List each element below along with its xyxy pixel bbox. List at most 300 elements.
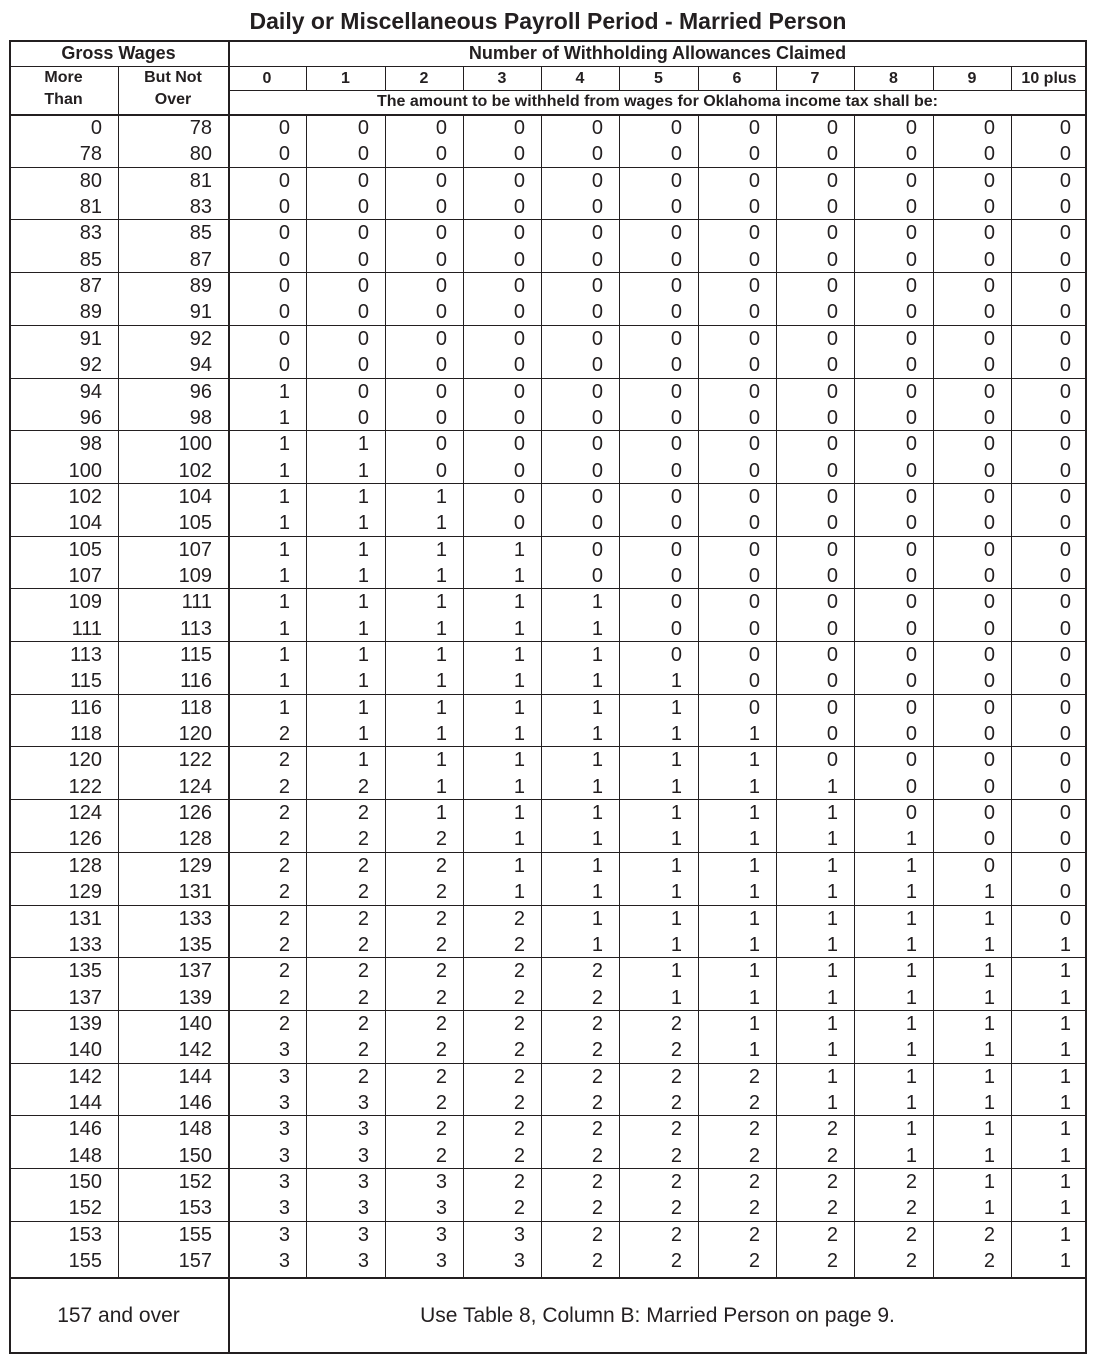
withholding-amount-cell: 1: [591, 723, 603, 746]
withholding-amount-cell: 0: [905, 143, 917, 166]
withholding-amount-cell: 2: [670, 1012, 682, 1035]
withholding-amount-cell: 1: [748, 881, 760, 904]
withholding-amount-cell: 2: [357, 775, 369, 798]
withholding-amount-cell: 1: [513, 591, 525, 614]
withholding-amount-cell: 1: [826, 881, 838, 904]
withholding-amount-cell: 1: [983, 1039, 995, 1062]
withholding-amount-cell: 0: [591, 301, 603, 324]
but-not-over-cell: 128: [178, 828, 212, 851]
withholding-amount-cell: 2: [513, 907, 525, 930]
withholding-amount-cell: 0: [826, 564, 838, 587]
withholding-amount-cell: 2: [591, 1250, 603, 1273]
withholding-amount-cell: 2: [435, 1091, 447, 1114]
withholding-amount-cell: 1: [278, 512, 290, 535]
withholding-amount-cell: 3: [278, 1039, 290, 1062]
but-not-over-cell: 124: [178, 775, 212, 798]
more-than-cell: 92: [79, 354, 102, 377]
withholding-amount-cell: 0: [983, 248, 995, 271]
withholding-amount-cell: 0: [826, 275, 838, 298]
withholding-amount-cell: 0: [435, 433, 447, 456]
withholding-amount-cell: 2: [357, 1012, 369, 1035]
withholding-amount-cell: 1: [435, 538, 447, 561]
withholding-amount-cell: 0: [1059, 854, 1071, 877]
withholding-amount-cell: 1: [513, 617, 525, 640]
withholding-amount-cell: 0: [748, 696, 760, 719]
withholding-amount-cell: 2: [591, 1223, 603, 1246]
more-than-cell: 153: [68, 1223, 102, 1246]
withholding-amount-cell: 0: [826, 644, 838, 666]
withholding-amount-cell: 0: [591, 433, 603, 456]
withholding-amount-cell: 1: [435, 617, 447, 640]
withholding-amount-cell: 0: [1059, 380, 1071, 403]
withholding-amount-cell: 3: [435, 1171, 447, 1193]
more-than-cell: 118: [70, 723, 102, 746]
withholding-amount-cell: 0: [905, 512, 917, 535]
withholding-amount-cell: 1: [748, 933, 760, 956]
withholding-amount-cell: 1: [748, 749, 760, 772]
withholding-amount-cell: 1: [670, 986, 682, 1009]
withholding-amount-cell: 0: [670, 564, 682, 587]
withholding-amount-cell: 0: [1059, 169, 1071, 192]
more-than-cell: 89: [79, 301, 102, 324]
withholding-amount-cell: 0: [826, 117, 838, 139]
withholding-amount-cell: 2: [826, 1223, 838, 1246]
more-than-cell: 146: [68, 1118, 102, 1141]
withholding-amount-cell: 0: [591, 327, 603, 350]
withholding-amount-cell: 1: [357, 459, 369, 482]
withholding-amount-cell: 2: [357, 986, 369, 1009]
withholding-amount-cell: 0: [670, 459, 682, 482]
withholding-amount-cell: 0: [670, 617, 682, 640]
withholding-amount-cell: 2: [591, 1065, 603, 1088]
withholding-amount-cell: 0: [670, 169, 682, 192]
withholding-amount-cell: 2: [591, 960, 603, 983]
withholding-amount-cell: 0: [826, 354, 838, 377]
but-not-over-cell: 85: [189, 222, 212, 245]
allowance-column-header: 8: [889, 70, 898, 87]
withholding-amount-cell: 1: [905, 1091, 917, 1114]
withholding-amount-cell: 0: [1059, 881, 1071, 904]
withholding-amount-cell: 2: [826, 1144, 838, 1167]
withholding-amount-cell: 0: [591, 196, 603, 219]
but-not-over-cell: 148: [178, 1118, 212, 1141]
withholding-amount-cell: 1: [513, 670, 525, 693]
withholding-amount-cell: 1: [670, 854, 682, 877]
withholding-amount-cell: 1: [435, 775, 447, 798]
withholding-amount-cell: 0: [748, 591, 760, 614]
withholding-amount-cell: 0: [513, 117, 525, 139]
withholding-amount-cell: 1: [905, 986, 917, 1009]
withholding-amount-cell: 2: [826, 1171, 838, 1193]
withholding-amount-cell: 1: [905, 907, 917, 930]
withholding-amount-cell: 0: [357, 354, 369, 377]
more-than-cell: 107: [68, 564, 102, 587]
withholding-amount-cell: 0: [826, 459, 838, 482]
withholding-amount-cell: 0: [983, 380, 995, 403]
withholding-amount-cell: 0: [357, 169, 369, 192]
withholding-amount-cell: 0: [748, 248, 760, 271]
withholding-amount-cell: 2: [591, 986, 603, 1009]
withholding-amount-cell: 0: [748, 538, 760, 561]
withholding-amount-cell: 2: [748, 1250, 760, 1273]
withholding-amount-cell: 1: [357, 723, 369, 746]
withholding-amount-cell: 0: [1059, 512, 1071, 535]
withholding-amount-cell: 0: [905, 117, 917, 139]
withholding-amount-cell: 1: [905, 1039, 917, 1062]
withholding-amount-cell: 3: [357, 1171, 369, 1193]
withholding-amount-cell: 2: [513, 1118, 525, 1141]
withholding-amount-cell: 1: [357, 512, 369, 535]
withholding-amount-cell: 0: [670, 354, 682, 377]
withholding-amount-cell: 0: [905, 169, 917, 192]
more-than-cell: 129: [68, 881, 102, 904]
withholding-amount-cell: 0: [435, 459, 447, 482]
withholding-amount-cell: 2: [357, 960, 369, 983]
withholding-amount-cell: 2: [278, 802, 290, 825]
withholding-amount-cell: 2: [905, 1223, 917, 1246]
withholding-amount-cell: 0: [591, 380, 603, 403]
allowance-column-header: 1: [341, 70, 350, 87]
withholding-amount-cell: 0: [278, 275, 290, 298]
withholding-amount-cell: 0: [591, 354, 603, 377]
allowance-column-header: 5: [654, 70, 663, 87]
withholding-amount-cell: 0: [1059, 433, 1071, 456]
withholding-amount-cell: 1: [278, 485, 290, 508]
withholding-amount-cell: 2: [826, 1197, 838, 1220]
withholding-amount-cell: 2: [513, 1091, 525, 1114]
withholding-amount-cell: 1: [513, 644, 525, 666]
withholding-amount-cell: 0: [983, 696, 995, 719]
withholding-amount-cell: 1: [905, 854, 917, 877]
withholding-amount-cell: 0: [748, 564, 760, 587]
withholding-amount-cell: 0: [357, 380, 369, 403]
withholding-amount-cell: 2: [278, 749, 290, 772]
withholding-amount-cell: 0: [983, 143, 995, 166]
withholding-amount-cell: 1: [357, 538, 369, 561]
but-not-over-cell: 133: [178, 907, 212, 930]
withholding-amount-cell: 0: [435, 301, 447, 324]
but-not-over-cell: 126: [178, 802, 212, 825]
but-not-over-cell: 89: [189, 275, 212, 298]
withholding-amount-cell: 1: [357, 749, 369, 772]
withholding-amount-cell: 1: [748, 723, 760, 746]
withholding-amount-cell: 0: [670, 301, 682, 324]
withholding-amount-cell: 0: [513, 485, 525, 508]
withholding-amount-cell: 0: [513, 169, 525, 192]
withholding-amount-cell: 1: [278, 564, 290, 587]
more-than-cell: 81: [79, 196, 102, 219]
but-not-over-cell: 122: [178, 749, 212, 772]
withholding-amount-cell: 0: [983, 327, 995, 350]
withholding-amount-cell: 0: [1059, 485, 1071, 508]
withholding-amount-cell: 0: [983, 749, 995, 772]
withholding-amount-cell: 1: [591, 881, 603, 904]
withholding-amount-cell: 3: [278, 1197, 290, 1220]
withholding-amount-cell: 0: [670, 591, 682, 614]
withholding-amount-cell: 1: [278, 644, 290, 666]
withholding-amount-cell: 1: [826, 775, 838, 798]
withholding-amount-cell: 2: [513, 960, 525, 983]
withholding-amount-cell: 2: [357, 1039, 369, 1062]
withholding-amount-cell: 2: [435, 986, 447, 1009]
withholding-amount-cell: 0: [1059, 617, 1071, 640]
withholding-amount-cell: 0: [905, 644, 917, 666]
withholding-amount-cell: 0: [748, 196, 760, 219]
but-not-over-cell: 118: [180, 696, 212, 719]
withholding-amount-cell: 0: [905, 196, 917, 219]
withholding-amount-cell: 3: [278, 1118, 290, 1141]
but-not-over-cell: 98: [189, 406, 212, 429]
more-than-cell: 96: [79, 406, 102, 429]
withholding-amount-cell: 0: [826, 406, 838, 429]
withholding-amount-cell: 2: [435, 854, 447, 877]
but-not-over-cell: 116: [180, 670, 212, 693]
withholding-amount-cell: 2: [278, 960, 290, 983]
more-than-cell: 140: [68, 1039, 102, 1062]
withholding-amount-cell: 1: [357, 564, 369, 587]
withholding-amount-cell: 0: [1059, 775, 1071, 798]
withholding-amount-cell: 0: [670, 143, 682, 166]
withholding-amount-cell: 0: [513, 380, 525, 403]
withholding-amount-cell: 0: [905, 459, 917, 482]
withholding-amount-cell: 2: [905, 1250, 917, 1273]
withholding-amount-cell: 0: [905, 406, 917, 429]
withholding-amount-cell: 2: [435, 828, 447, 851]
but-not-over-cell: 92: [189, 327, 212, 350]
withholding-amount-cell: 0: [278, 248, 290, 271]
withholding-amount-cell: 0: [826, 696, 838, 719]
withholding-amount-cell: 2: [357, 828, 369, 851]
withholding-amount-cell: 1: [357, 617, 369, 640]
withholding-amount-cell: 0: [513, 512, 525, 535]
withholding-amount-cell: 0: [435, 406, 447, 429]
withholding-amount-cell: 0: [591, 485, 603, 508]
grid-line: [228, 90, 1087, 91]
withholding-amount-cell: 0: [435, 169, 447, 192]
withholding-amount-cell: 1: [1059, 1250, 1071, 1273]
withholding-amount-cell: 1: [513, 775, 525, 798]
withholding-amount-cell: 3: [278, 1250, 290, 1273]
withholding-amount-cell: 0: [826, 591, 838, 614]
withholding-amount-cell: 1: [513, 564, 525, 587]
withholding-amount-cell: 2: [435, 1118, 447, 1141]
allowance-column-header: 7: [810, 70, 820, 87]
withholding-amount-cell: 0: [357, 301, 369, 324]
more-than-cell: 137: [68, 986, 102, 1009]
withholding-amount-cell: 1: [983, 1012, 995, 1035]
withholding-amount-cell: 0: [748, 275, 760, 298]
withholding-amount-cell: 0: [513, 406, 525, 429]
withholding-amount-cell: 2: [670, 1223, 682, 1246]
withholding-amount-cell: 1: [1059, 960, 1071, 983]
withholding-amount-cell: 0: [983, 485, 995, 508]
withholding-amount-cell: 0: [435, 275, 447, 298]
withholding-amount-cell: 0: [670, 512, 682, 535]
withholding-amount-cell: 0: [826, 301, 838, 324]
withholding-amount-cell: 1: [826, 933, 838, 956]
withholding-amount-cell: 1: [748, 802, 760, 825]
allowance-column-header: 6: [732, 70, 742, 87]
withholding-amount-cell: 0: [513, 433, 525, 456]
withholding-amount-cell: 0: [670, 117, 682, 139]
more-than-cell: 0: [90, 117, 102, 139]
withholding-amount-cell: 2: [278, 1012, 290, 1035]
withholding-amount-cell: 2: [748, 1144, 760, 1167]
withholding-amount-cell: 0: [748, 327, 760, 350]
withholding-amount-cell: 2: [435, 1039, 447, 1062]
withholding-amount-cell: 1: [591, 670, 603, 693]
withholding-amount-cell: 3: [435, 1250, 447, 1273]
withholding-amount-cell: 1: [278, 459, 290, 482]
withholding-amount-cell: 0: [748, 222, 760, 245]
withholding-amount-cell: 0: [670, 433, 682, 456]
withholding-amount-cell: 0: [591, 564, 603, 587]
but-not-over-header: Over: [154, 91, 192, 108]
withholding-amount-cell: 0: [905, 538, 917, 561]
withholding-amount-cell: 2: [278, 907, 290, 930]
more-than-cell: 115: [70, 670, 102, 693]
withholding-amount-cell: 0: [748, 301, 760, 324]
withholding-amount-cell: 0: [748, 433, 760, 456]
allowance-column-header: 10 plus: [1021, 70, 1077, 87]
allowance-column-header: 3: [497, 70, 507, 87]
but-not-over-header: But Not: [144, 69, 202, 86]
more-than-cell: 155: [68, 1250, 102, 1273]
withholding-amount-cell: 1: [357, 644, 369, 666]
withholding-amount-cell: 3: [357, 1144, 369, 1167]
but-not-over-cell: 142: [178, 1039, 212, 1062]
withholding-amount-cell: 3: [435, 1197, 447, 1220]
withholding-amount-cell: 0: [357, 222, 369, 245]
withholding-amount-cell: 0: [278, 301, 290, 324]
withholding-amount-cell: 1: [826, 1091, 838, 1114]
withholding-amount-cell: 0: [826, 538, 838, 561]
withholding-amount-cell: 1: [905, 828, 917, 851]
withholding-amount-cell: 1: [278, 696, 290, 719]
withholding-amount-cell: 0: [905, 749, 917, 772]
withholding-amount-cell: 0: [826, 143, 838, 166]
withholding-amount-cell: 0: [513, 222, 525, 245]
withholding-amount-cell: 1: [905, 1144, 917, 1167]
withholding-amount-cell: 0: [357, 196, 369, 219]
withholding-amount-cell: 0: [513, 354, 525, 377]
withholding-amount-cell: 1: [591, 696, 603, 719]
withholding-amount-cell: 0: [905, 775, 917, 798]
withholding-amount-cell: 0: [670, 222, 682, 245]
withholding-amount-cell: 0: [826, 749, 838, 772]
withholding-amount-cell: 1: [435, 564, 447, 587]
withholding-amount-cell: 1: [435, 591, 447, 614]
withholding-amount-cell: 0: [1059, 564, 1071, 587]
withholding-amount-cell: 0: [748, 169, 760, 192]
but-not-over-cell: 104: [178, 485, 212, 508]
withholding-amount-cell: 1: [826, 854, 838, 877]
withholding-amount-cell: 1: [670, 749, 682, 772]
withholding-amount-cell: 1: [357, 670, 369, 693]
withholding-amount-cell: 1: [435, 802, 447, 825]
withholding-amount-cell: 0: [591, 275, 603, 298]
withholding-amount-cell: 0: [748, 644, 760, 666]
more-than-cell: 87: [79, 275, 102, 298]
withholding-amount-cell: 2: [435, 881, 447, 904]
withholding-amount-cell: 1: [983, 1144, 995, 1167]
more-than-cell: 126: [68, 828, 102, 851]
withholding-amount-cell: 3: [513, 1223, 525, 1246]
withholding-amount-cell: 2: [670, 1250, 682, 1273]
withholding-amount-cell: 1: [670, 775, 682, 798]
more-than-cell: 94: [79, 380, 102, 403]
withholding-amount-cell: 2: [591, 1171, 603, 1193]
withholding-amount-cell: 1: [357, 433, 369, 456]
withholding-amount-cell: 0: [670, 327, 682, 350]
allowance-column-header: 9: [967, 70, 977, 87]
withholding-amount-cell: 1: [591, 644, 603, 666]
more-than-cell: 133: [68, 933, 102, 956]
withholding-amount-cell: 0: [748, 380, 760, 403]
withholding-amount-cell: 3: [357, 1223, 369, 1246]
page-title: Daily or Miscellaneous Payroll Period - Married Person: [249, 8, 847, 34]
withholding-amount-cell: 0: [435, 117, 447, 139]
withholding-amount-cell: 3: [278, 1171, 290, 1193]
but-not-over-cell: 115: [180, 644, 212, 666]
withholding-amount-cell: 1: [513, 881, 525, 904]
withholding-amount-cell: 0: [983, 169, 995, 192]
withholding-amount-cell: 1: [357, 591, 369, 614]
withholding-amount-cell: 3: [357, 1091, 369, 1114]
withholding-amount-cell: 0: [826, 723, 838, 746]
withholding-amount-cell: 0: [591, 222, 603, 245]
withholding-amount-cell: 2: [983, 1250, 995, 1273]
more-than-cell: 78: [79, 143, 102, 166]
withholding-amount-cell: 2: [905, 1197, 917, 1220]
withholding-amount-cell: 0: [1059, 301, 1071, 324]
withholding-amount-cell: 0: [1059, 327, 1071, 350]
withholding-amount-cell: 2: [278, 986, 290, 1009]
withholding-amount-cell: 1: [905, 1012, 917, 1035]
withholding-amount-cell: 0: [278, 222, 290, 245]
withholding-amount-cell: 1: [591, 591, 603, 614]
withholding-amount-cell: 1: [748, 986, 760, 1009]
withholding-amount-cell: 1: [748, 1012, 760, 1035]
but-not-over-cell: 120: [178, 723, 212, 746]
more-than-header: More: [44, 69, 83, 86]
withholding-amount-cell: 3: [513, 1250, 525, 1273]
withholding-amount-cell: 1: [670, 723, 682, 746]
withholding-amount-cell: 0: [591, 143, 603, 166]
withholding-amount-cell: 1: [983, 907, 995, 930]
withholding-amount-cell: 0: [357, 117, 369, 139]
withholding-amount-cell: 0: [905, 670, 917, 693]
withholding-amount-cell: 1: [826, 1012, 838, 1035]
withholding-amount-cell: 0: [826, 433, 838, 456]
withholding-amount-cell: 1: [826, 986, 838, 1009]
withholding-amount-cell: 2: [513, 1065, 525, 1088]
withholding-amount-cell: 1: [748, 907, 760, 930]
withholding-amount-cell: 1: [905, 960, 917, 983]
withholding-amount-cell: 0: [278, 169, 290, 192]
gross-wages-header: Gross Wages: [61, 43, 176, 63]
more-than-cell: 135: [68, 960, 102, 983]
withholding-amount-cell: 2: [670, 1197, 682, 1220]
withholding-amount-cell: 0: [1059, 143, 1071, 166]
withholding-amount-cell: 0: [1059, 275, 1071, 298]
but-not-over-cell: 131: [178, 881, 212, 904]
withholding-amount-cell: 2: [670, 1065, 682, 1088]
withholding-amount-cell: 1: [591, 854, 603, 877]
withholding-amount-cell: 0: [983, 775, 995, 798]
withholding-amount-cell: 1: [435, 644, 447, 666]
withholding-amount-cell: 1: [748, 828, 760, 851]
